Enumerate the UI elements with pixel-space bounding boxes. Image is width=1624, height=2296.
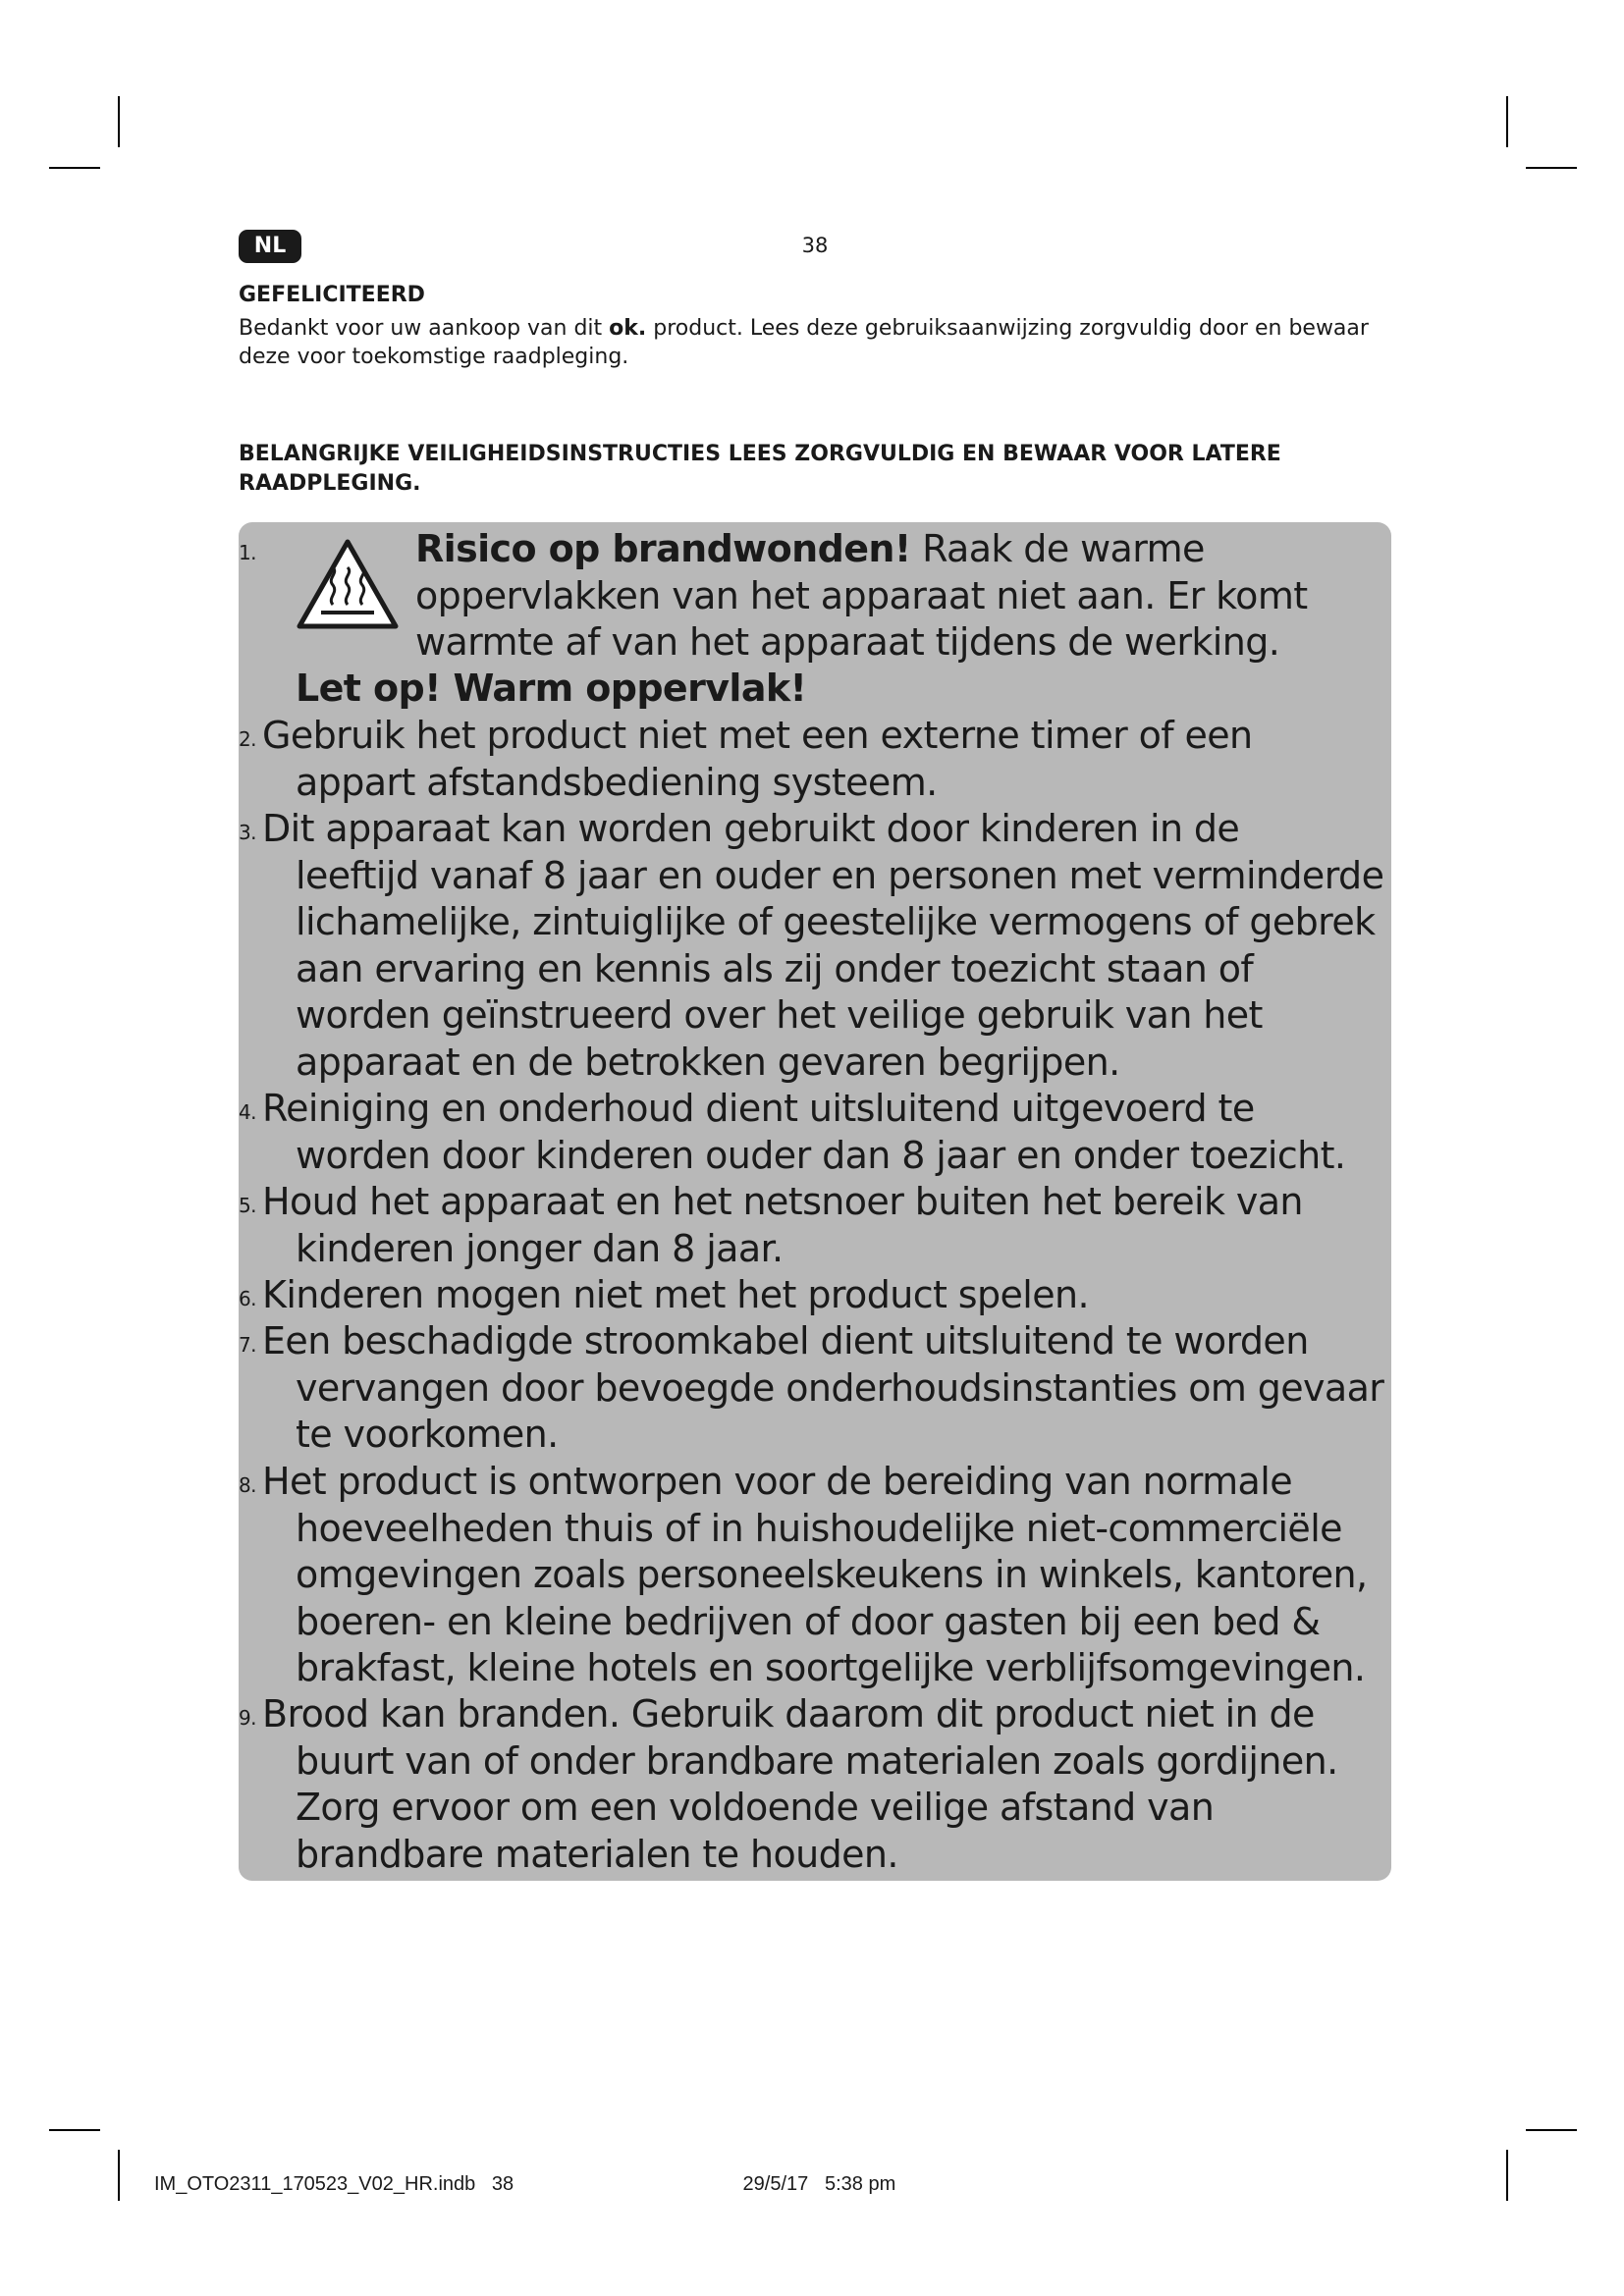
safety-item-9: 9. Brood kan branden. Gebruik daarom dit product niet in de buurt van of onder brandbare materialen zoals gordijnen. Zorg ervoor om een voldoende veilige afstand van brandbare materialen te houden. <box>239 1692 1338 1876</box>
brand-name: ok. <box>609 316 647 341</box>
safety-item-7: 7. Een beschadigde stroomkabel dient uitsluitend te worden vervangen door bevoegde onderhoudsinstanties om gevaar te voorkomen. <box>239 1319 1384 1456</box>
safety-item-8: 8. Het product is ontworpen voor de bereiding van normale hoeveelheden thuis of in huishoudelijke niet-commerciële omgevingen zoals personeelskeukens in winkels, kantoren, boeren- en kleine bedrijven of door gasten bij een bed & brakfast, kleine hotels en soortgelijke verblijfsomgevingen. <box>239 1460 1368 1689</box>
safety-item-4: 4. Reiniging en onderhoud dient uitsluitend uitgevoerd te worden door kinderen ouder dan 8 jaar en onder toezicht. <box>239 1087 1346 1177</box>
hot-surface-warning: Let op! Warm oppervlak! <box>296 667 807 710</box>
item-text: Risico op brandwonden! Raak de warme oppervlakken van het apparaat niet aan. Er komt warmte af van het apparaat tijdens de werking. <box>415 527 1308 664</box>
crop-mark <box>49 167 100 169</box>
intro-heading: GEFELICITEERD <box>239 283 425 307</box>
print-slug: IM_OTO2311_170523_V02_HR.indb 38 29/5/17 5:38 pm <box>154 2173 896 2195</box>
language-badge: NL <box>239 230 301 263</box>
crop-mark <box>1506 96 1508 147</box>
item-number: 1. <box>239 541 256 564</box>
crop-mark <box>49 2129 100 2131</box>
safety-item-2: 2. Gebruik het product niet met een externe timer of een appart afstandsbediening systeem. <box>239 714 1253 804</box>
safety-item-5: 5. Houd het apparaat en het netsnoer buiten het bereik van kinderen jonger dan 8 jaar. <box>239 1180 1303 1270</box>
intro-paragraph: Bedankt voor uw aankoop van dit ok. product. Lees deze gebruiksaanwijzing zorgvuldig door en bewaar deze voor toekomstige raadpleging. <box>239 316 1369 369</box>
page-number: 38 <box>801 234 829 257</box>
safety-item-6: 6. Kinderen mogen niet met het product spelen. <box>239 1273 1089 1316</box>
crop-mark <box>1506 2150 1508 2201</box>
crop-mark <box>118 96 120 147</box>
safety-item-3: 3. Dit apparaat kan worden gebruikt door kinderen in de leeftijd vanaf 8 jaar en ouder en personen met verminderde lichamelijke, zintuiglijke of geestelijke vermogens of gebrek aan ervaring en kennis als zij onder toezicht staan of worden geïnstrueerd over het veilige gebruik van het apparaat en de betrokken gevaren begrijpen. <box>239 807 1384 1084</box>
safety-heading: BELANGRIJKE VEILIGHEIDSINSTRUCTIES LEES ZORGVULDIG EN BEWAAR VOOR LATERE RAADPLEGING. <box>239 442 1281 496</box>
crop-mark <box>118 2150 120 2201</box>
hot-surface-warning-icon <box>296 538 400 630</box>
crop-mark <box>1526 2129 1577 2131</box>
crop-mark <box>1526 167 1577 169</box>
safety-item-1 <box>239 526 1389 713</box>
